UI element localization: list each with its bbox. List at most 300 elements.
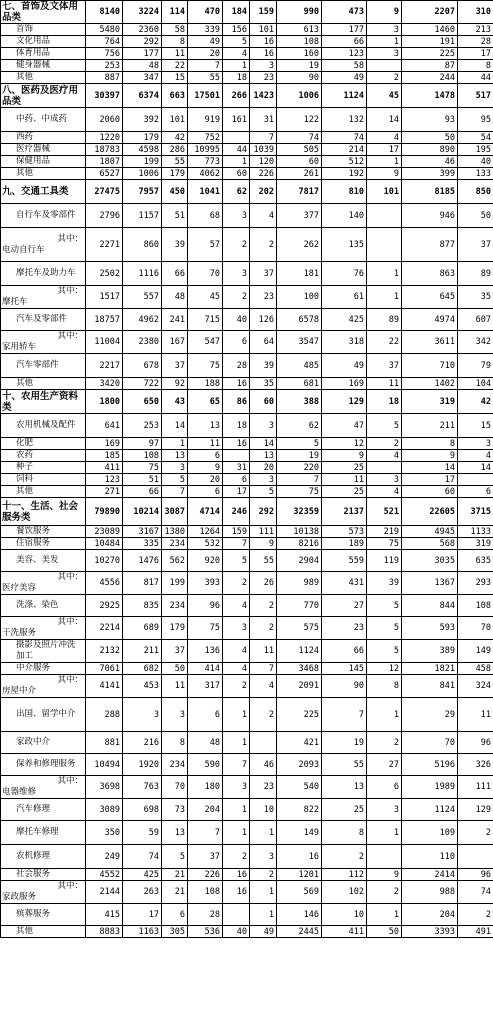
row-label: 住宿服务 <box>1 538 86 550</box>
table-cell: 3224 <box>123 1 162 24</box>
table-cell: 919 <box>188 108 223 132</box>
table-cell: 13 <box>322 776 367 799</box>
table-cell: 887 <box>86 72 123 84</box>
table-cell: 159 <box>223 526 250 538</box>
table-cell: 74 <box>322 132 367 144</box>
table-cell: 111 <box>250 526 277 538</box>
table-cell: 8 <box>402 438 458 450</box>
table-cell: 96 <box>458 869 493 881</box>
row-label: 其中： 电器维修 <box>1 776 86 799</box>
table-row <box>1 132 493 144</box>
table-cell: 8 <box>162 36 188 48</box>
table-cell: 110 <box>402 845 458 869</box>
table-cell: 66 <box>162 262 188 286</box>
row-label: 洗涤、染色 <box>1 595 86 617</box>
table-cell: 2207 <box>402 1 458 24</box>
table-cell: 3 <box>223 617 250 640</box>
table-cell: 399 <box>402 168 458 180</box>
table-cell: 7 <box>277 474 322 486</box>
table-cell: 5 <box>367 595 402 617</box>
row-label: 医疗器械 <box>1 144 86 156</box>
table-cell: 1 <box>367 36 402 48</box>
table-cell: 3547 <box>277 331 322 354</box>
table-cell: 35 <box>250 378 277 390</box>
table-cell <box>223 450 250 462</box>
table-cell: 317 <box>188 675 223 698</box>
table-cell: 1 <box>367 904 402 926</box>
table-row <box>1 526 493 538</box>
table-cell: 335 <box>123 538 162 550</box>
row-label: 农药 <box>1 450 86 462</box>
table-cell: 51 <box>162 204 188 228</box>
table-cell: 40 <box>223 926 250 938</box>
table-cell: 28 <box>188 904 223 926</box>
table-cell: 60 <box>402 486 458 498</box>
table-cell: 136 <box>188 640 223 663</box>
table-cell: 199 <box>123 156 162 168</box>
table-cell: 763 <box>123 776 162 799</box>
table-cell: 40 <box>458 156 493 168</box>
table-cell: 55 <box>322 754 367 776</box>
row-label: 八、医药及医疗用品类 <box>1 84 86 108</box>
table-cell: 458 <box>458 663 493 675</box>
table-cell: 249 <box>86 845 123 869</box>
table-cell: 6 <box>367 776 402 799</box>
table-cell: 8 <box>367 675 402 698</box>
table-cell: 1 <box>367 156 402 168</box>
table-row <box>1 168 493 180</box>
row-label: 其中： 家政服务 <box>1 881 86 904</box>
table-cell: 246 <box>223 498 250 526</box>
table-cell: 3420 <box>86 378 123 390</box>
table-cell: 104 <box>458 378 493 390</box>
category-row <box>1 498 493 526</box>
table-cell: 810 <box>322 180 367 204</box>
table-cell: 22 <box>162 60 188 72</box>
table-cell: 50 <box>162 663 188 675</box>
table-cell: 73 <box>162 799 188 821</box>
table-cell: 27 <box>322 595 367 617</box>
table-cell: 87 <box>402 60 458 72</box>
table-row <box>1 378 493 390</box>
table-cell: 877 <box>402 228 458 262</box>
row-label: 摩托车修理 <box>1 821 86 845</box>
table-cell: 18783 <box>86 144 123 156</box>
table-cell: 2 <box>367 732 402 754</box>
table-cell: 96 <box>188 595 223 617</box>
table-cell: 120 <box>250 156 277 168</box>
table-cell: 10 <box>322 904 367 926</box>
table-cell: 266 <box>223 84 250 108</box>
table-row <box>1 776 493 799</box>
table-cell: 1920 <box>123 754 162 776</box>
table-cell: 7061 <box>86 663 123 675</box>
row-label: 社会服务 <box>1 869 86 881</box>
table-cell: 3 <box>367 474 402 486</box>
table-cell: 2 <box>322 845 367 869</box>
row-label: 汽车修理 <box>1 799 86 821</box>
table-cell: 1220 <box>86 132 123 144</box>
table-row <box>1 462 493 474</box>
table-cell: 4 <box>223 663 250 675</box>
table-cell: 2 <box>223 675 250 698</box>
table-cell: 15 <box>458 414 493 438</box>
table-cell: 1 <box>367 262 402 286</box>
table-cell: 7 <box>250 132 277 144</box>
table-cell: 9 <box>367 869 402 881</box>
table-cell: 6578 <box>277 309 322 331</box>
table-cell: 770 <box>277 595 322 617</box>
table-cell: 6 <box>458 486 493 498</box>
table-cell: 3715 <box>458 498 493 526</box>
table-cell: 2217 <box>86 354 123 378</box>
table-row <box>1 486 493 498</box>
table-cell: 225 <box>277 698 322 732</box>
category-row <box>1 390 493 414</box>
table-cell: 645 <box>402 286 458 309</box>
table-cell: 1041 <box>188 180 223 204</box>
table-cell: 12 <box>322 438 367 450</box>
table-cell: 9 <box>322 450 367 462</box>
table-cell: 23 <box>250 776 277 799</box>
table-cell: 1006 <box>123 168 162 180</box>
table-cell: 2093 <box>277 754 322 776</box>
table-cell: 411 <box>86 462 123 474</box>
table-cell: 135 <box>322 228 367 262</box>
table-cell: 70 <box>162 776 188 799</box>
row-label: 其他 <box>1 72 86 84</box>
table-cell: 39 <box>367 572 402 595</box>
table-cell: 2925 <box>86 595 123 617</box>
table-cell: 261 <box>277 168 322 180</box>
table-cell: 211 <box>402 414 458 438</box>
table-cell <box>367 60 402 72</box>
table-cell: 211 <box>123 640 162 663</box>
table-cell: 184 <box>223 1 250 24</box>
table-cell: 1264 <box>188 526 223 538</box>
table-cell: 324 <box>458 675 493 698</box>
table-cell: 547 <box>188 331 223 354</box>
table-cell: 2796 <box>86 204 123 228</box>
table-cell: 31 <box>223 462 250 474</box>
table-cell: 17 <box>367 144 402 156</box>
table-cell: 1 <box>367 698 402 732</box>
table-cell: 1 <box>223 60 250 72</box>
table-cell: 60 <box>223 168 250 180</box>
table-row <box>1 640 493 663</box>
table-cell: 10214 <box>123 498 162 526</box>
table-row <box>1 869 493 881</box>
table-cell: 1133 <box>458 526 493 538</box>
table-cell: 44 <box>458 72 493 84</box>
table-cell: 2 <box>223 228 250 262</box>
table-cell: 16 <box>223 438 250 450</box>
table-cell: 722 <box>123 378 162 390</box>
table-cell: 13 <box>162 450 188 462</box>
table-cell: 132 <box>322 108 367 132</box>
table-cell: 3 <box>367 48 402 60</box>
table-row <box>1 698 493 732</box>
table-cell: 310 <box>458 1 493 24</box>
table-cell: 74 <box>123 845 162 869</box>
table-cell: 557 <box>123 286 162 309</box>
table-cell: 149 <box>458 640 493 663</box>
table-cell: 10995 <box>188 144 223 156</box>
table-row <box>1 156 493 168</box>
table-cell: 318 <box>322 331 367 354</box>
table-cell: 160 <box>277 48 322 60</box>
table-cell: 1 <box>223 156 250 168</box>
table-cell: 37 <box>458 228 493 262</box>
table-row <box>1 309 493 331</box>
table-cell: 11 <box>162 675 188 698</box>
table-cell: 16 <box>250 48 277 60</box>
table-cell: 1989 <box>402 776 458 799</box>
table-cell: 4 <box>367 450 402 462</box>
table-cell: 450 <box>162 180 188 204</box>
table-cell: 27 <box>367 754 402 776</box>
table-cell: 119 <box>367 550 402 572</box>
table-cell: 189 <box>322 538 367 550</box>
table-cell: 1517 <box>86 286 123 309</box>
table-cell: 1201 <box>277 869 322 881</box>
row-label: 首饰 <box>1 24 86 36</box>
table-cell <box>367 462 402 474</box>
table-cell: 11 <box>162 48 188 60</box>
table-cell: 988 <box>402 881 458 904</box>
table-cell: 319 <box>402 390 458 414</box>
table-cell: 13 <box>250 450 277 462</box>
table-cell: 177 <box>322 24 367 36</box>
table-cell: 75 <box>277 486 322 498</box>
table-cell: 3 <box>250 414 277 438</box>
table-cell: 204 <box>188 799 223 821</box>
table-cell: 292 <box>123 36 162 48</box>
table-cell: 19 <box>277 450 322 462</box>
table-cell: 3089 <box>86 799 123 821</box>
table-row <box>1 354 493 378</box>
table-cell: 21 <box>162 881 188 904</box>
table-cell: 4 <box>223 48 250 60</box>
table-cell: 145 <box>322 663 367 675</box>
table-cell: 70 <box>188 262 223 286</box>
row-label: 西药 <box>1 132 86 144</box>
table-cell: 663 <box>162 84 188 108</box>
table-cell: 715 <box>188 309 223 331</box>
table-cell: 569 <box>277 881 322 904</box>
table-cell: 10138 <box>277 526 322 538</box>
table-cell: 2445 <box>277 926 322 938</box>
table-cell <box>458 845 493 869</box>
table-cell: 559 <box>322 550 367 572</box>
table-cell: 129 <box>458 799 493 821</box>
table-cell: 58 <box>322 60 367 72</box>
table-cell: 2132 <box>86 640 123 663</box>
table-cell: 9 <box>250 538 277 550</box>
table-cell: 48 <box>123 60 162 72</box>
table-row <box>1 926 493 938</box>
table-cell: 42 <box>162 132 188 144</box>
table-cell: 61 <box>322 286 367 309</box>
table-cell: 4141 <box>86 675 123 698</box>
row-label: 农用机械及配件 <box>1 414 86 438</box>
table-cell: 108 <box>277 36 322 48</box>
table-cell: 1821 <box>402 663 458 675</box>
table-cell: 47 <box>322 414 367 438</box>
table-cell: 241 <box>162 309 188 331</box>
row-label: 七、首饰及文体用品类 <box>1 1 86 24</box>
table-cell: 681 <box>277 378 322 390</box>
table-cell: 8 <box>162 732 188 754</box>
table-cell: 45 <box>367 84 402 108</box>
table-row <box>1 286 493 309</box>
table-cell: 101 <box>367 180 402 204</box>
table-cell: 3167 <box>123 526 162 538</box>
table-cell: 177 <box>123 48 162 60</box>
category-row <box>1 1 493 24</box>
table-cell: 339 <box>188 24 223 36</box>
table-cell: 1402 <box>402 378 458 390</box>
table-cell: 60 <box>277 156 322 168</box>
table-cell: 1116 <box>123 262 162 286</box>
table-cell: 50 <box>367 926 402 938</box>
table-cell: 3035 <box>402 550 458 572</box>
table-cell: 650 <box>123 390 162 414</box>
row-label: 餐饮服务 <box>1 526 86 538</box>
table-cell: 31 <box>250 108 277 132</box>
table-cell: 199 <box>162 572 188 595</box>
table-cell: 95 <box>458 108 493 132</box>
table-cell: 4598 <box>123 144 162 156</box>
table-cell: 8140 <box>86 1 123 24</box>
table-cell: 253 <box>123 414 162 438</box>
table-cell: 213 <box>458 24 493 36</box>
table-cell: 5 <box>250 486 277 498</box>
table-cell: 5 <box>162 845 188 869</box>
table-cell: 79 <box>458 354 493 378</box>
table-cell: 1367 <box>402 572 458 595</box>
table-row <box>1 572 493 595</box>
table-cell: 46 <box>402 156 458 168</box>
table-cell: 4 <box>367 486 402 498</box>
table-cell: 347 <box>123 72 162 84</box>
row-label: 汽车及零部件 <box>1 309 86 331</box>
table-cell: 75 <box>188 617 223 640</box>
table-cell: 20 <box>250 462 277 474</box>
table-cell: 2904 <box>277 550 322 572</box>
table-cell: 75 <box>123 462 162 474</box>
table-cell: 562 <box>162 550 188 572</box>
table-cell: 44 <box>223 144 250 156</box>
table-cell: 286 <box>162 144 188 156</box>
table-cell: 114 <box>162 1 188 24</box>
table-row <box>1 414 493 438</box>
table-cell: 226 <box>250 168 277 180</box>
table-row <box>1 144 493 156</box>
table-cell: 2060 <box>86 108 123 132</box>
table-cell: 2214 <box>86 617 123 640</box>
table-cell: 773 <box>188 156 223 168</box>
table-row <box>1 617 493 640</box>
table-cell: 2 <box>458 821 493 845</box>
row-label: 其他 <box>1 926 86 938</box>
table-cell: 9 <box>367 168 402 180</box>
row-label: 殡葬服务 <box>1 904 86 926</box>
table-cell: 16 <box>277 845 322 869</box>
table-cell: 6 <box>223 474 250 486</box>
table-cell: 4556 <box>86 572 123 595</box>
table-cell: 4 <box>223 595 250 617</box>
table-cell: 202 <box>250 180 277 204</box>
table-cell: 2 <box>250 228 277 262</box>
table-cell: 613 <box>277 24 322 36</box>
table-cell: 96 <box>458 732 493 754</box>
table-cell: 8 <box>322 821 367 845</box>
table-cell: 32359 <box>277 498 322 526</box>
table-cell: 15 <box>162 72 188 84</box>
row-label: 中介服务 <box>1 663 86 675</box>
table-cell: 262 <box>277 228 322 262</box>
table-cell: 17501 <box>188 84 223 108</box>
table-cell: 3 <box>162 698 188 732</box>
table-cell: 192 <box>322 168 367 180</box>
table-cell: 292 <box>250 498 277 526</box>
table-cell: 234 <box>162 754 188 776</box>
table-cell: 225 <box>402 48 458 60</box>
table-cell: 3087 <box>162 498 188 526</box>
table-cell: 920 <box>188 550 223 572</box>
table-cell: 11 <box>250 640 277 663</box>
table-cell: 89 <box>367 309 402 331</box>
table-cell: 234 <box>162 595 188 617</box>
row-label: 其他 <box>1 378 86 390</box>
table-cell: 305 <box>162 926 188 938</box>
table-cell: 1039 <box>250 144 277 156</box>
table-cell: 8216 <box>277 538 322 550</box>
table-cell: 2 <box>250 595 277 617</box>
table-cell: 109 <box>402 821 458 845</box>
table-cell: 74 <box>458 881 493 904</box>
table-cell: 79890 <box>86 498 123 526</box>
table-cell: 21 <box>162 869 188 881</box>
row-label: 体育用品 <box>1 48 86 60</box>
table-cell: 129 <box>322 390 367 414</box>
table-cell: 146 <box>277 904 322 926</box>
table-cell: 58 <box>162 24 188 36</box>
table-cell: 216 <box>123 732 162 754</box>
table-row <box>1 904 493 926</box>
table-cell: 752 <box>188 132 223 144</box>
table-cell: 1807 <box>86 156 123 168</box>
row-label: 九、交通工具类 <box>1 180 86 204</box>
table-cell: 57 <box>188 228 223 262</box>
table-cell: 11 <box>188 438 223 450</box>
table-cell: 13 <box>162 821 188 845</box>
table-cell: 388 <box>277 390 322 414</box>
table-cell: 4552 <box>86 869 123 881</box>
row-label: 其中： 房屋中介 <box>1 675 86 698</box>
table-cell: 822 <box>277 799 322 821</box>
table-cell: 70 <box>402 732 458 754</box>
table-cell: 7 <box>188 60 223 72</box>
row-label: 保养和修理服务 <box>1 754 86 776</box>
table-cell <box>367 228 402 262</box>
table-cell: 5 <box>223 36 250 48</box>
table-cell: 2091 <box>277 675 322 698</box>
table-row <box>1 438 493 450</box>
table-cell: 140 <box>322 204 367 228</box>
table-cell <box>458 474 493 486</box>
